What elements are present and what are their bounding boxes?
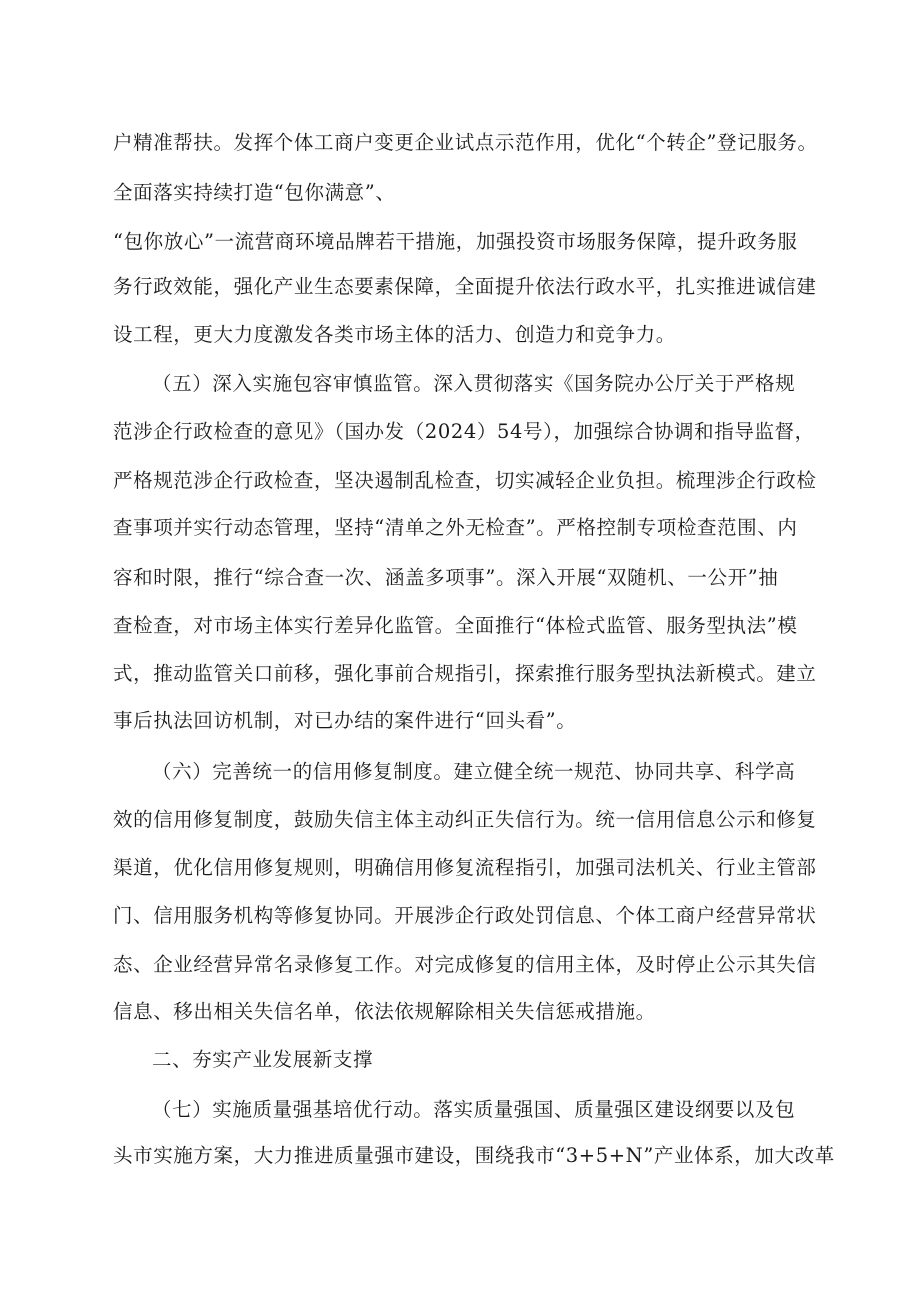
text-line: 效的信用修复制度，鼓励失信主体主动纠正失信行为。统一信用信息公示和修复 [113,808,817,831]
text-line: 头市实施方案，大力推进质量强市建设，围绕我市“3+5+N”产业体系，加大改革 [113,1144,835,1167]
text-line: 信息、移出相关失信名单，依法依规解除相关失信惩戒措施。 [113,1000,656,1023]
text-line: 渠道，优化信用修复规则，明确信用修复流程指引，加强司法机关、行业主管部 [113,856,817,879]
text-line: 查事项并实行动态管理，坚持“清单之外无检查”。严格控制专项检查范围、内 [113,516,798,539]
text-line: 式，推动监管关口前移，强化事前合规指引，探索推行服务型执法新模式。建立 [113,662,817,685]
text-line: “包你放心”一流营商环境品牌若干措施，加强投资市场服务保障，提升政务服 [113,230,798,253]
chapter-heading-two: 二、夯实产业发展新支撑 [152,1048,374,1071]
text-line: 查检查，对市场主体实行差异化监管。全面推行“体检式监管、服务型执法”模 [113,614,798,637]
text-line: 范涉企行政检查的意见》（国办发（2024）54号），加强综合协调和指导监督， [113,420,815,443]
text-line: 门、信用服务机构等修复协同。开展涉企行政处罚信息、个体工商户经营异常状 [113,904,817,927]
text-line: 务行政效能，强化产业生态要素保障，全面提升依法行政水平，扎实推进诚信建 [113,275,817,298]
text-line: 容和时限，推行“综合查一次、涵盖多项事”。深入开展“双随机、一公开”抽 [113,566,779,589]
text-line: 严格规范涉企行政检查，坚决遏制乱检查，切实减轻企业负担。梳理涉企行政检 [113,469,817,492]
text-line: 事后执法回访机制，对已办结的案件进行“回头看”。 [113,709,577,732]
section-heading-seven: （七）实施质量强基培优行动。落实质量强国、质量强区建设纲要以及包 [152,1098,796,1121]
section-heading-six: （六）完善统一的信用修复制度。建立健全统一规范、协同共享、科学高 [152,760,796,783]
text-line: 全面落实持续打造“包你满意”、 [113,181,396,204]
section-heading-five: （五）深入实施包容审慎监管。深入贯彻落实《国务院办公厅关于严格规 [152,372,796,395]
text-line: 设工程，更大力度激发各类市场主体的活力、创造力和竞争力。 [113,323,676,346]
text-line: 态、企业经营异常名录修复工作。对完成修复的信用主体，及时停止公示其失信 [113,953,817,976]
text-line: 户精准帮扶。发挥个体工商户变更企业试点示范作用，优化“个转企”登记服务。 [113,131,818,154]
